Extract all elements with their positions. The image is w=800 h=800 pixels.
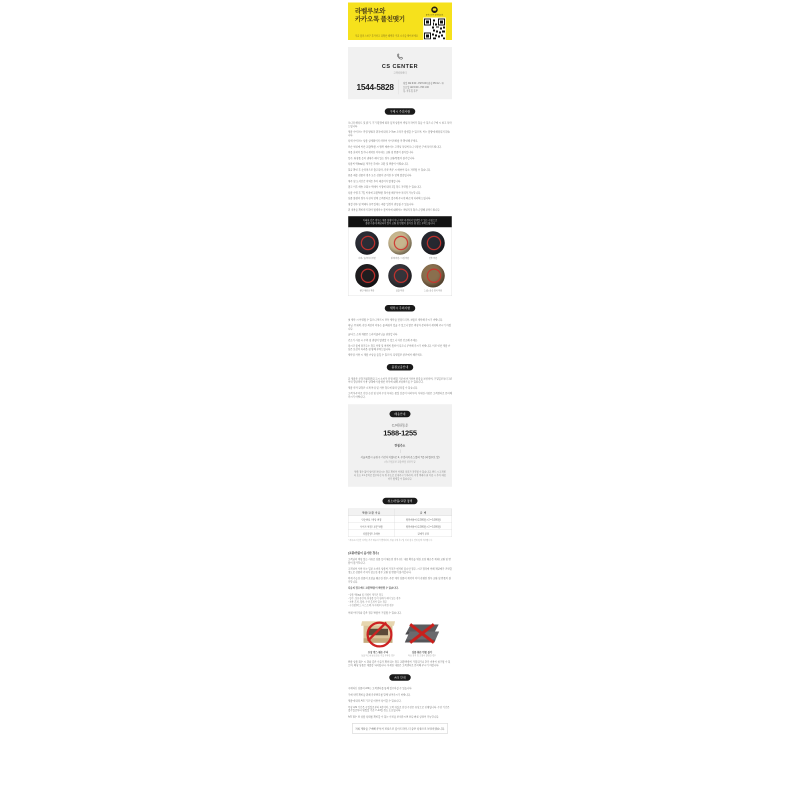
defect-example: [385, 231, 416, 259]
image-caption: 상품 훼손 반품 불가: [411, 650, 433, 654]
returns-guide-paragraph: 복제 가능한 상품의 포장을 훼손한 경우, 주문 제작 상품의 제작이 이미 진행된 경우 교환 및 반품이 불가합니다.: [348, 577, 451, 583]
as-list: [348, 687, 452, 719]
notice-item: 세탁망 사용 시 제품 손상을 줄일 수 있으며, 다림질은 중온에서 해주세요.: [348, 353, 423, 357]
policy-fee-cell: 왕복배송비 (2,500원 x 2 = 5,000원): [395, 516, 452, 523]
cs-hours-line: 토요일 AM 9:00 - PM 1:00: [402, 85, 429, 89]
returns-guide-bullets: [348, 593, 452, 607]
section-pill-policy: 취소/반품/교환 정책: [383, 498, 418, 505]
red-ring-annotation: [427, 236, 442, 251]
notice-item: 제주 및 도서산간 지역은 추가 배송비가 발생합니다.: [348, 179, 401, 183]
list-item: - 착용 흔적, 얼룩, 수선 흔적이 있는 경우: [348, 600, 387, 603]
defect-photo: [421, 264, 445, 288]
as-item: 무상 A/S 기간은 구입일로부터 1년이며, 고객 과실로 인한 수선은 유상으로 진행됩니다. 수선 기간은 접수일로부터 영업일 기준 7~14일 정도 소요됩니다.: [348, 705, 450, 712]
notice-item: 명절 전후 및 택배사 휴무일에는 배송 일정이 변동될 수 있습니다.: [348, 202, 415, 206]
returns-guide-images: [348, 620, 452, 658]
courier-name: CJ대한통운: [391, 423, 409, 428]
policy-reason-cell: 사이즈 변경 / 부분 반품: [348, 523, 395, 530]
notice-item: 건조기 사용 시 수축 및 변형이 발생할 수 있으니 자연 건조해 주세요.: [348, 338, 418, 342]
return-address-label: 반품주소: [394, 444, 406, 448]
policy-fee-cell: 판매자 부담: [395, 530, 452, 537]
image-caption-sub: 착용 흔적 및 오염이 발생한 경우: [408, 654, 436, 657]
shipping-note: 반품 접수 없이 임의로 보내시는 경우 확인이 어려워 처리가 지연될 수 있습니다. 반드시 고객센터 또는 1:1 문의로 접수하신 후 위 주소로 보내주시기 바라며, 지정 택배사 외 이용 시 추가 배송비가 발생할 수 있습니다.: [354, 470, 447, 480]
shipping-section: [348, 404, 452, 487]
notice-item: 착용 흔적이 있거나 세탁한 이후에는 교환 및 반품이 불가합니다.: [348, 151, 414, 154]
defect-photo: [355, 264, 379, 288]
product-detail-column: [348, 0, 452, 734]
banner-kakao-area: [422, 7, 447, 38]
policy-col-header: 반품/교환 사유: [348, 509, 395, 516]
policy-reason-cell: 단순변심 / 색상 변경: [348, 516, 395, 523]
policy-table: [348, 509, 452, 537]
notice-item: 데님, 무채색, 진한 색상의 의류는 물 빠짐이 있을 수 있으니 밝은 색상과 분리하여 세탁해 주시기 바랍니다.: [348, 324, 451, 330]
banner-text: [355, 7, 418, 38]
policy-col-header: 금 액: [395, 509, 452, 516]
notice-item: 울/니트 소재 제품은 드라이클리닝을 권장합니다.: [348, 333, 398, 336]
cs-center-section: [348, 47, 452, 99]
policy-reason-cell: 상품불량 / 오배송: [348, 530, 395, 537]
defect-label: 실밥 부분: [395, 289, 405, 292]
section-pill-quality: 품질보증안내: [387, 364, 414, 371]
purchase-notice-section: [348, 108, 452, 211]
kakaotalk-icon: [431, 7, 438, 14]
quality-notice-section: [348, 364, 452, 398]
red-ring-annotation: [427, 269, 442, 284]
returns-guide-list-intro: 다음의 경우에도 교환/반품이 제한될 수 있습니다.: [348, 586, 399, 590]
returns-guide-image-note: 아래 이미지와 같은 경우 반품이 거절될 수 있습니다.: [348, 611, 402, 614]
banner-title: 라벨루보와 카카오톡 플친맺기: [355, 6, 405, 23]
list-item: - 향수, 섬유유연제, 화장품 등의 냄새가 배어 있는 경우: [348, 597, 401, 600]
notice-item: 상품 불량의 경우 사진과 함께 고객센터로 접수해 주시면 빠르게 처리해 드립니다.: [348, 197, 431, 200]
purchase-notice-list: [348, 121, 452, 211]
defect-photo: [388, 231, 412, 255]
damaged-item-image: [405, 620, 440, 648]
as-item: 제품에 따라 A/S 기간 및 비용이 상이할 수 있습니다.: [348, 699, 402, 703]
red-ring-annotation: [361, 269, 376, 284]
cs-hours-line: 평일 AM 9:00 - PM 6:00 (점심 PM 12 - 1): [402, 81, 444, 85]
as-item: 구매 내역 확인을 위해 주문번호를 함께 남겨주시기 바랍니다.: [348, 693, 411, 696]
courier-phone: 1588-1255: [383, 429, 417, 438]
red-ring-annotation: [394, 236, 409, 251]
returns-guide-paragraph: 고객님의 사용 또는 일부 소비로 상품의 가치가 현저히 감소한 경우, 시간 경과에 의해 재판매가 곤란할 정도로 상품의 가치가 감소한 경우 교환 및 반품이 불가합니다.: [348, 567, 452, 574]
returns-guide-paragraph: 고객님의 책임 있는 사유로 상품 등이 훼손된 경우 (단, 내용 확인을 위한 포장 훼손은 제외) 교환 및 반품이 불가합니다.: [348, 558, 451, 564]
notice-item: 묶음 배송 상품의 경우 모든 상품이 준비된 후 함께 발송됩니다.: [348, 174, 412, 177]
notice-item: 위 내용을 확인하지 않아 발생하는 불이익에 대해서는 책임지지 않으니 양해 부탁드립니다.: [348, 208, 441, 212]
cs-phone-number: 1544-5828: [356, 82, 394, 92]
phone-icon: [355, 53, 446, 62]
policy-section: [348, 498, 452, 542]
defect-example: [352, 264, 383, 292]
notice-item: 입금 확인 후 순차적으로 출고되며, 주문 폭주 시 배송이 다소 지연될 수 있습니다.: [348, 168, 431, 171]
quality-notice-list: [348, 377, 452, 398]
notice-item: 본 제품은 공정거래위원회 고시 소비자 분쟁 해결 기준에 의거하여 품질을 보증하며, 구입일로부터 1년 이내 정상적인 사용 상태에서 발생한 하자에 대해 보상받으실 수 있습니다.: [348, 377, 452, 384]
list-item: - 구성품(박스, 더스트백, 부자재)이 누락된 경우: [348, 604, 394, 607]
notice-item: 첫 세탁 시 이염될 수 있으니 반드시 단독 세탁을 권장드리며, 찬물로 세탁해 주시기 바랍니다.: [348, 318, 443, 321]
defect-example: [418, 231, 449, 259]
as-section: [348, 674, 452, 733]
list-item: - 상품 택(tag) 및 라벨이 제거된 경우: [348, 593, 384, 596]
image-caption-sub: 상품 박스에 운송장을 직접 부착한 경우: [361, 654, 395, 657]
policy-footnote: * 제주/도서산간 지역은 추가 배송비가 발생하며, 상품 수령 후 7일 이내 접수 건에 한해 처리됩니다.: [348, 539, 433, 542]
defect-label: 봉제 마감 / 시접 부분: [390, 257, 410, 260]
defect-guide-grid: [348, 227, 452, 296]
kakao-plus-label: 플러스친구 @라벨루보: [425, 14, 444, 16]
notice-item: 모니터 해상도 및 밝기, 기기 환경에 따라 실제 상품의 색상과 차이가 있을 수 있으니 구매 시 참고 부탁드립니다.: [348, 121, 452, 128]
table-row: [348, 530, 452, 537]
defect-photo: [355, 231, 379, 255]
as-item: A/S 접수 전 상품 상태를 확인할 수 있는 사진을 보내주시면 보다 빠른 상담이 가능합니다.: [348, 715, 440, 718]
box-prohibited-image: [361, 620, 396, 648]
item-damage-example: [403, 620, 441, 658]
thanks-box: 저희 제품을 구매해 주셔서 진심으로 감사드리며, 더 좋은 상품으로 보답하겠습니다.: [352, 723, 448, 733]
kakao-banner[interactable]: [348, 3, 452, 41]
returns-guide-closing: 반품 상품 회수 시 위와 같은 사유가 확인되는 경우 교환/반품이 거절되거나 추가 비용이 청구될 수 있으며, 해당 상품은 재발송 처리됩니다. 자세한 내용은 고객센터로 문의해 주시기 바랍니다.: [348, 660, 451, 667]
section-pill-shipping: 배송안내: [389, 411, 410, 418]
return-address: 서울특별시 금천구 가산디지털1로 2, 우림라이온스밸리 7층 (라벨루보 앞): [360, 456, 440, 459]
returns-guide-heading: [교환/반품이 불가한 경우]: [348, 551, 379, 555]
washing-notice-section: [348, 305, 452, 357]
defect-label: 스냅 / 금속 장식 부분: [423, 289, 443, 292]
return-address-sub: (주) 라벨루보 교환/반품 담당자 앞: [384, 460, 416, 463]
cs-title: CS CENTER: [381, 63, 419, 70]
section-pill-washing-notice: 세탁시 주의사항: [385, 305, 415, 312]
defect-example: [418, 264, 449, 292]
cs-subtitle: 고객상담센터: [393, 71, 407, 74]
defect-guide-header: 아래와 같은 경우는 제품 불량이 아닌 제작 과정에서 발생할 수 있는 사항으로 불량 사유에 해당되지 않아 교환 및 반품이 불가한 점 참고 부탁드립니다: [348, 216, 452, 227]
notice-item: 제품 하자 판정은 소재 특성 및 사용 정도에 따라 달라질 수 있습니다.: [348, 386, 418, 389]
defect-label: 단추 부분: [428, 257, 438, 260]
defect-example: [385, 264, 416, 292]
defect-photo: [421, 231, 445, 255]
defect-label: 지퍼 / 슬라이더 부분: [358, 257, 376, 260]
notice-item: 고객 부주의로 인한 손상 및 임의 수선 후에는 품질 보증이 어려우며, 자세한 사항은 고객센터로 문의해 주시기 바랍니다.: [348, 392, 452, 398]
as-item: 구매하신 상품의 A/S는 고객센터를 통해 접수하실 수 있습니다.: [348, 687, 413, 690]
prohibition-circle-icon: [367, 622, 393, 648]
notice-item: 단순 변심에 의한 교환/반품 시 왕복 배송비는 고객님 부담이오니 신중한 구매 부탁드립니다.: [348, 145, 442, 148]
notice-item: 장시간 물에 담가두는 경우 이염 및 변색의 원인이 되오니 주의해 주시기 바랍니다. 이로 인한 제품 손상은 보상이 어려운 점 양해 부탁드립니다.: [348, 344, 451, 351]
defect-example: [352, 231, 383, 259]
qr-code: [423, 18, 446, 41]
returns-guide-section: [348, 551, 452, 667]
image-caption: 포장 박스 훼손 주의: [367, 650, 389, 654]
table-row: [348, 516, 452, 523]
cs-hours-line: 일, 공휴일 휴무: [402, 89, 418, 92]
defect-guide-box: [348, 216, 452, 296]
washing-notice-list: [348, 318, 452, 357]
notice-item: 제품 사이즈는 측정 방법과 위치에 따라 1~3cm 오차가 발생할 수 있으며, 이는 불량에 해당되지 않습니다.: [348, 130, 450, 137]
policy-fee-cell: 왕복배송비 (2,500원 x 2 = 5,000원): [395, 523, 452, 530]
notice-item: 향수, 화장품 등의 냄새가 배어 있는 경우 교환/반품이 불가합니다.: [348, 156, 415, 160]
notice-item: 상품의 택(tag)을 제거한 후에는 교환 및 반품이 어렵습니다.: [348, 162, 409, 166]
red-ring-annotation: [394, 269, 409, 284]
cs-hours: [403, 81, 444, 92]
notice-item: 상세 사이즈는 상품 상세페이지 하단의 사이즈표를 꼭 확인해 주세요.: [348, 139, 419, 143]
defect-label: 원단 재봉선 부분: [359, 289, 375, 292]
section-pill-as: A/S 안내: [389, 674, 410, 681]
notice-item: 상품 수령 후 7일 이내에 교환/반품 접수를 해주셔야 처리가 가능합니다.: [348, 191, 421, 194]
notice-item: 출고 이후 배송 조회는 택배사 사정에 따라 1일 정도 지연될 수 있습니다.: [348, 185, 422, 189]
table-row: [348, 523, 452, 530]
section-pill-purchase-notice: 구매시 주의사항: [385, 108, 415, 115]
banner-subtext: 지금 플러스친구 추가하고 다양한 혜택과 쿠폰 소식을 받아보세요: [355, 34, 419, 37]
red-ring-annotation: [361, 236, 376, 251]
defect-photo: [388, 264, 412, 288]
box-damage-example: [359, 620, 397, 658]
